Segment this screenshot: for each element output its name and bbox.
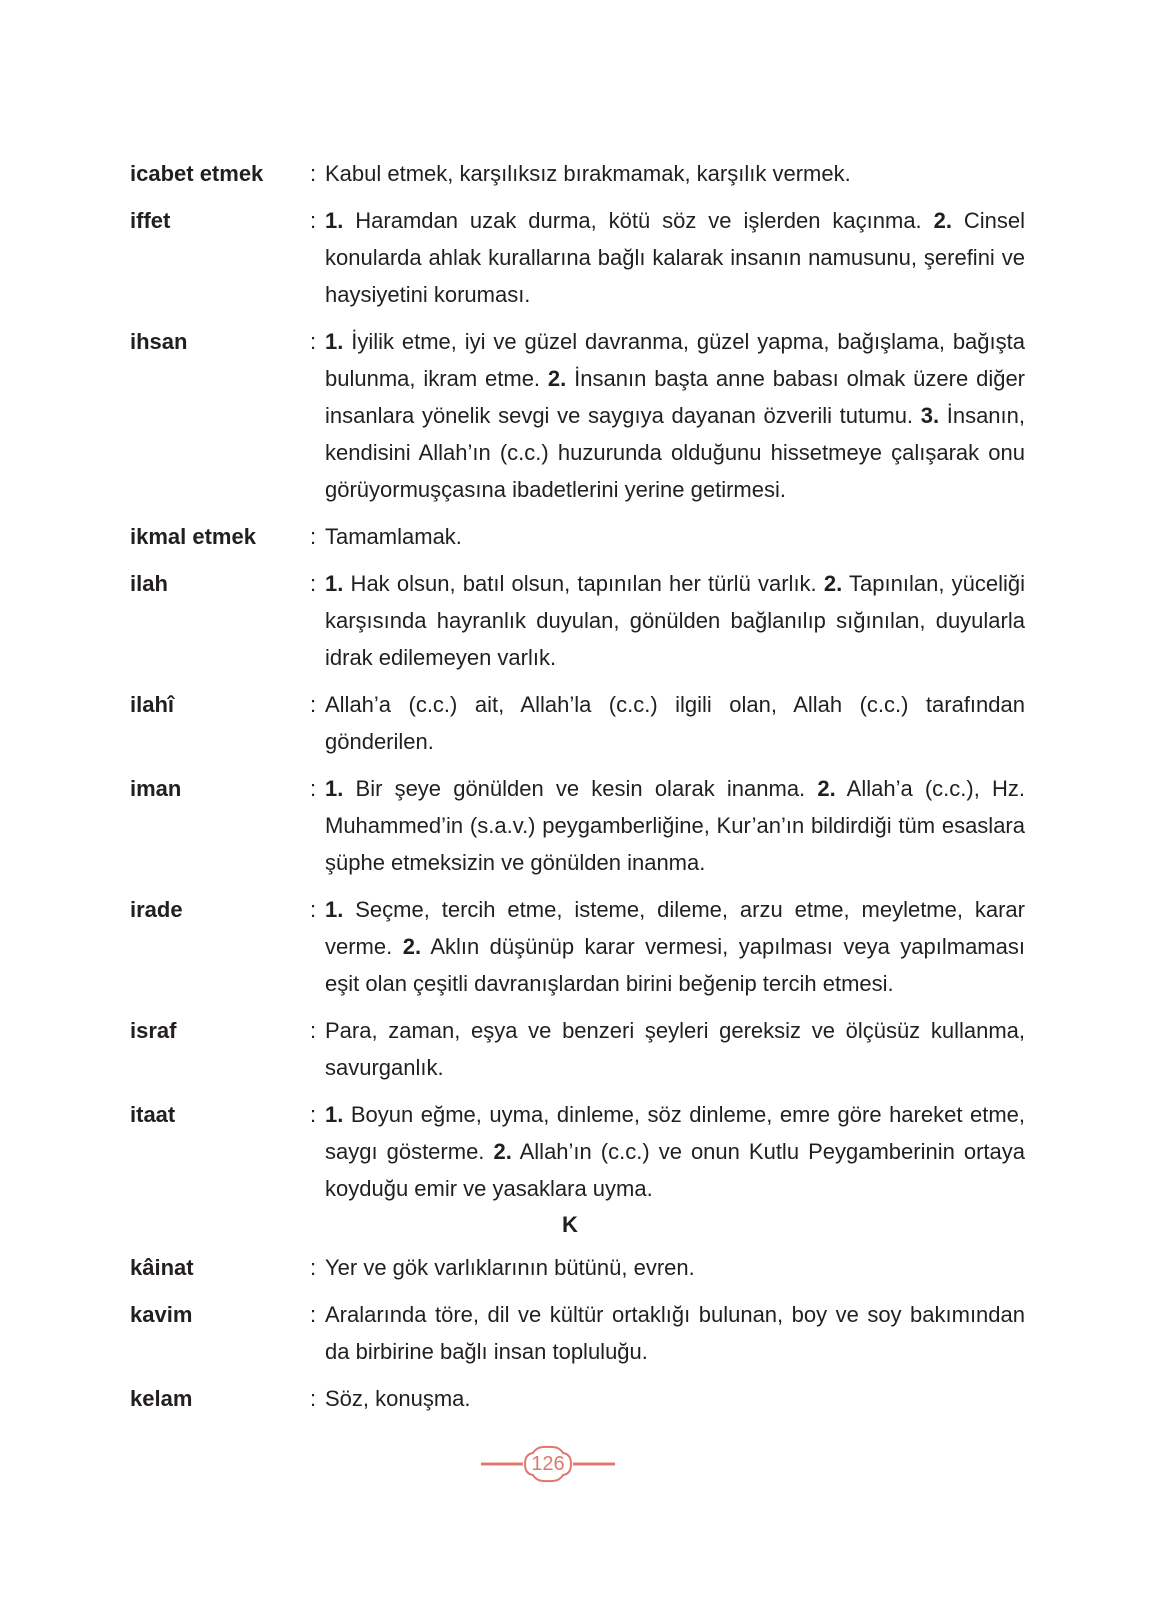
glossary-term: icabet etmek	[130, 161, 264, 186]
definition-colon: :	[310, 329, 317, 354]
definition-text: İnsanın, kendisini Allah’ın (c.c.) huzurunda olduğunu hissetmeye çalışarak onu görüyormuşçasına ibadetlerini yerine getirmesi.	[325, 403, 1026, 502]
glossary-entry	[130, 891, 1030, 1002]
definition-number: 2.	[817, 776, 836, 801]
definition-text: Haramdan uzak durma, kötü söz ve işlerden kaçınma.	[343, 208, 934, 233]
glossary-term: ilahî	[130, 692, 175, 717]
definition-colon: :	[310, 1102, 317, 1127]
glossary-definition	[310, 1249, 1025, 1286]
glossary-entry	[130, 155, 1030, 192]
glossary-entry	[130, 1249, 1030, 1286]
definition-colon: :	[310, 776, 317, 801]
definition-text: Seçme, tercih etme, isteme, dileme, arzu etme, meyletme, karar verme.	[325, 897, 1025, 959]
definition-number: 2.	[493, 1139, 512, 1164]
glossary-entry	[130, 1296, 1030, 1370]
glossary-term: irade	[130, 897, 183, 922]
definition-text: Yer ve gök varlıklarının bütünü, evren.	[325, 1255, 695, 1280]
glossary-term: ikmal etmek	[130, 524, 256, 549]
glossary-term: iffet	[130, 208, 171, 233]
glossary-term: iman	[130, 776, 182, 801]
definition-number: 1.	[325, 776, 344, 801]
definition-text: Allah’ın (c.c.) ve onun Kutlu Peygamberinin ortaya koyduğu emir ve yasaklara uyma.	[325, 1139, 1025, 1201]
glossary-entry	[130, 1380, 1030, 1417]
glossary-definition	[310, 891, 1025, 1002]
glossary-section-i	[130, 155, 1030, 1207]
definition-text: Bir şeye gönülden ve kesin olarak inanma.	[343, 776, 818, 801]
definition-text: Tamamlamak.	[325, 524, 462, 549]
glossary-term: israf	[130, 1018, 177, 1043]
definition-number: 1.	[325, 897, 344, 922]
definition-text: Aralarında töre, dil ve kültür ortaklığı bulunan, boy ve soy bakımından da birbirine bağlı insan topluluğu.	[325, 1302, 1025, 1364]
glossary-section-k	[130, 1249, 1030, 1417]
glossary-definition	[310, 686, 1025, 760]
glossary-entry	[130, 202, 1030, 313]
definition-colon: :	[310, 1255, 317, 1280]
definition-number: 1.	[325, 208, 344, 233]
glossary-entry	[130, 1096, 1030, 1207]
definition-colon: :	[310, 161, 317, 186]
glossary-entry	[130, 770, 1030, 881]
definition-text: Allah’a (c.c.), Hz. Muhammed’in (s.a.v.) peygamberliğine, Kur’an’ın bildirdiği tüm esaslara şüphe etmeksizin ve gönülden inanma.	[325, 776, 1026, 875]
glossary-entry	[130, 323, 1030, 508]
definition-colon: :	[310, 1302, 317, 1327]
definition-text: Söz, konuşma.	[325, 1386, 471, 1411]
glossary-definition	[310, 565, 1025, 676]
glossary-definition	[310, 155, 1025, 192]
definition-colon: :	[310, 571, 317, 596]
definition-number: 1.	[325, 329, 344, 354]
glossary-entry	[130, 518, 1030, 555]
glossary-term: kâinat	[130, 1255, 194, 1280]
definition-text: Tapınılan, yüceliği karşısında hayranlık duyulan, gönülden bağlanılıp sığınılan, duyularla idrak edilemeyen varlık.	[325, 571, 1025, 670]
definition-text: Hak olsun, batıl olsun, tapınılan her türlü varlık.	[343, 571, 824, 596]
page-number-badge	[481, 1444, 615, 1484]
definition-number: 2.	[402, 934, 422, 959]
glossary-term: kelam	[130, 1386, 193, 1411]
glossary-definition	[310, 518, 1025, 555]
definition-number: 3.	[920, 403, 940, 428]
page-number: 126	[531, 1453, 565, 1475]
glossary-term: kavim	[130, 1302, 193, 1327]
definition-number: 1.	[325, 571, 344, 596]
definition-text: Boyun eğme, uyma, dinleme, söz dinleme, emre göre hareket etme, saygı gösterme.	[325, 1102, 1025, 1164]
definition-text: Aklın düşünüp karar vermesi, yapılması veya yapılmaması eşit olan çeşitli davranışlardan birini beğenip tercih etmesi.	[325, 934, 1025, 996]
glossary-entry	[130, 565, 1030, 676]
definition-number: 1.	[325, 1102, 344, 1127]
definition-colon: :	[310, 1386, 317, 1411]
glossary-definition	[310, 1380, 1025, 1417]
definition-colon: :	[310, 524, 317, 549]
definition-colon: :	[310, 897, 317, 922]
glossary-term: ihsan	[130, 329, 188, 354]
glossary-definition	[310, 323, 1025, 508]
definition-text: Para, zaman, eşya ve benzeri şeyleri gereksiz ve ölçüsüz kullanma, savurganlık.	[325, 1018, 1025, 1080]
definition-text: Kabul etmek, karşılıksız bırakmamak, karşılık vermek.	[325, 161, 851, 186]
definition-colon: :	[310, 692, 317, 717]
definition-text: İyilik etme, iyi ve güzel davranma, güzel yapma, bağışlama, bağışta bulunma, ikram etme.	[325, 329, 1025, 391]
glossary-definition	[310, 202, 1025, 313]
definition-number: 2.	[933, 208, 952, 233]
glossary-term: itaat	[130, 1102, 176, 1127]
definition-number: 2.	[547, 366, 567, 391]
glossary	[130, 155, 1030, 1427]
glossary-definition	[310, 1012, 1025, 1086]
glossary-definition	[310, 1296, 1025, 1370]
definition-colon: :	[310, 1018, 317, 1043]
glossary-entry	[130, 686, 1030, 760]
definition-number: 2.	[823, 571, 843, 596]
glossary-term: ilah	[130, 571, 168, 596]
glossary-definition	[310, 1096, 1025, 1207]
definition-text: Cinsel konularda ahlak kurallarına bağlı kalarak insanın namusunu, şerefini ve haysiyetini koruması.	[325, 208, 1025, 307]
glossary-entry	[130, 1012, 1030, 1086]
definition-colon: :	[310, 208, 317, 233]
glossary-definition	[310, 770, 1025, 881]
definition-text: Allah’a (c.c.) ait, Allah’la (c.c.) ilgili olan, Allah (c.c.) tarafından gönderilen.	[325, 692, 1025, 754]
definition-text: İnsanın başta anne babası olmak üzere diğer insanlara yönelik sevgi ve saygıya dayanan özverili tutumu.	[325, 366, 1025, 428]
section-letter-k: K	[562, 1212, 578, 1237]
